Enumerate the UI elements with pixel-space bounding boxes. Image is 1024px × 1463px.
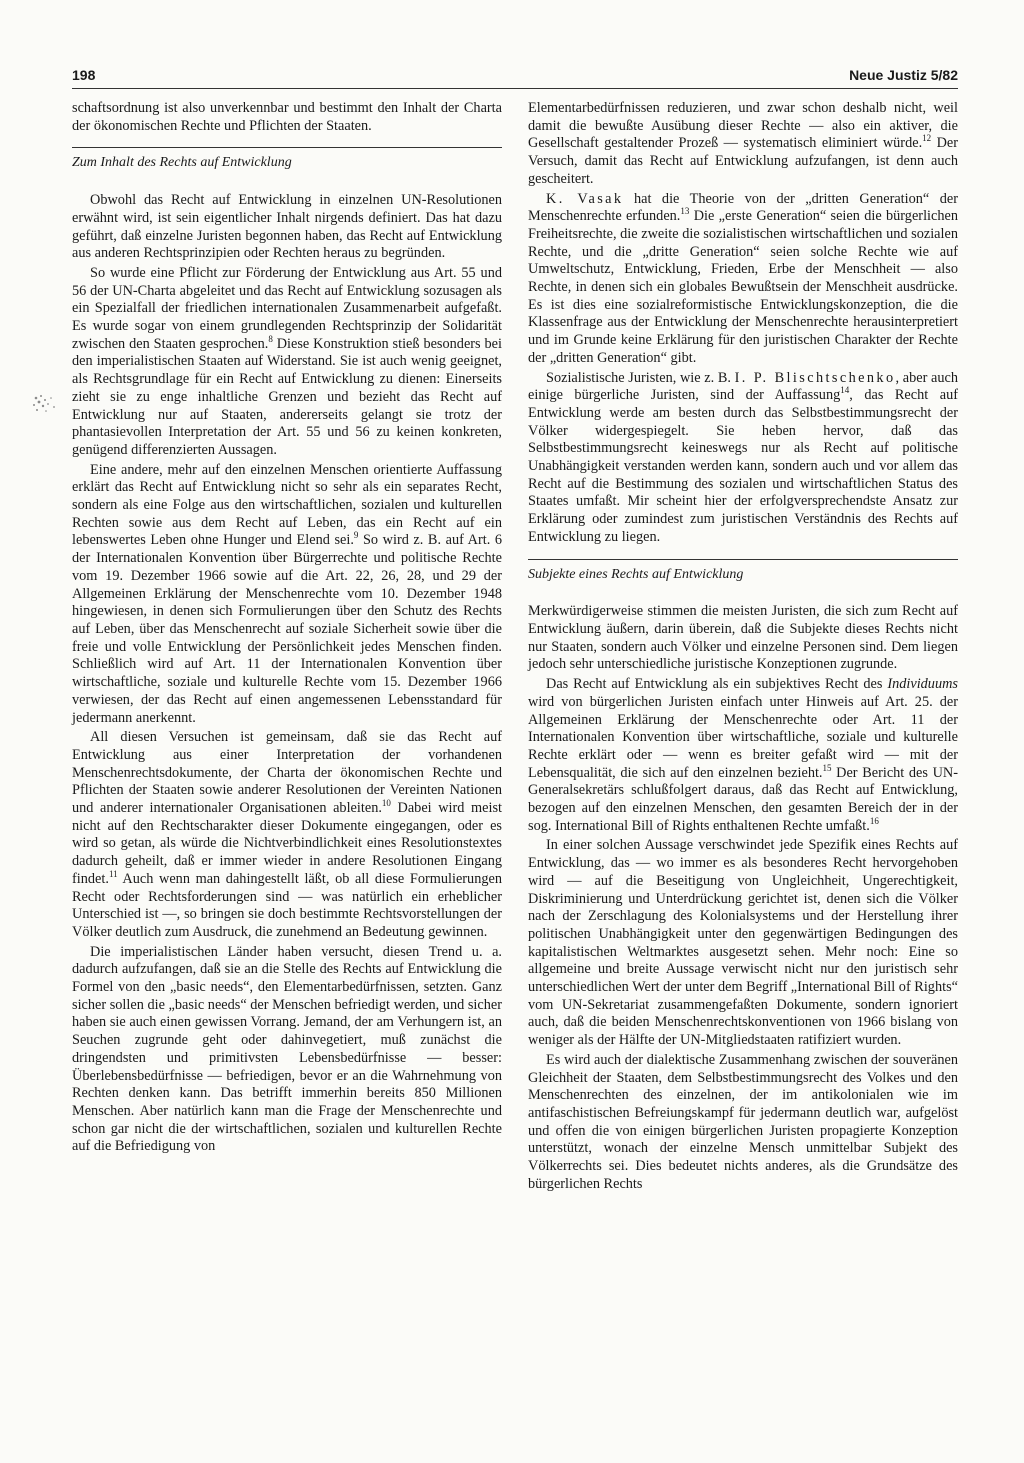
paragraph: Die imperialistischen Länder haben versucht, diesen Trend u. a. dadurch aufzufangen, daß sie an die Stelle des Rechts auf Entwicklung die Formel von den „basic needs“, den Elementarbedürfnissen, setzten. Ganz sicher sollen die „basic needs“ der Menschen befriedigt werden, und sicher haben sie auch einen gewissen Vorrang. Jemand, der am Verhungern ist, an Seuchen zugrunde geht oder dahinvegetiert, muß zunächst die dringendsten und primitivsten Lebensbedürfnisse — besser: Überlebensbedürfnisse — befriedigen, bevor er an die Wahrnehmung von Rechten denken kann. Das betrifft immerhin bereits 850 Millionen Menschen. Aber natürlich kann man die Frage der Menschenrechte und schon gar nicht die der wirtschaftlichen, sozialen und kulturellen Rechte auf die Befriedigung von: [72, 943, 502, 1155]
footnote-ref: 16: [869, 815, 879, 826]
section-heading: Zum Inhalt des Rechts auf Entwicklung: [72, 147, 502, 172]
footnote-ref: 12: [922, 133, 932, 144]
author-name: K. Vasak: [546, 190, 624, 207]
paragraph: Es wird auch der dialektische Zusammenhang zwischen der souveränen Gleichheit der Staaten, dem Selbstbestimmungsrecht des Volkes und den Menschenrechten des einzelnen, der im antikolonialen wie im antifaschistischen Befreiungskampf für jedermann deutlich war, aufgelöst und offen die von einigen bürgerlichen Juristen propagierte Konzeption unterstützt, wonach der einzelne Mensch unmittelbar Subjekt des Völkerrechts sei. Dies bedeutet nichts anderes, als die Grundsätze des bürgerlichen Rechts: [528, 1051, 958, 1192]
footnote-ref: 15: [822, 762, 832, 773]
paragraph: K. Vasak hat die Theorie von der „dritten Generation“ der Menschenrechte erfunden.$^{13}$ Die „erste Generation“ seien die bürgerlichen Freiheitsrechte, die zweite die sozialistischen wirtschaftlichen und sozialen Rechte, und die „dritte Generation“ seien solche Rechte wie auf Umweltschutz, Entwicklung, Frieden, Erbe der Menschheit — also Rechte, in denen sich ein globales Bewußtsein der Menschheit ausdrücke. Es ist dies eine sozialreformistische Entwicklungskonzeption, die die Klassenfrage aus der Entwicklung der Menschenrechte herausinterpretiert und im Grunde keine Erklärung für den juristischen Charakter der Rechte der „dritten Generation“ gibt.: [528, 190, 959, 366]
page-header: [72, 66, 958, 89]
paragraph: Elementarbedürfnissen reduzieren, und zwar schon deshalb nicht, weil damit die bewußte Ausübung dieser Rechte — also ein aktiver, die Gesellschaft gestaltender Prozeß — systematisch eliminiert würde.$^{12}$ Der Versuch, damit das Recht auf Entwicklung aufzufangen, ist denn auch gescheitert.: [528, 100, 958, 187]
footnote-ref: 11: [108, 869, 118, 880]
paragraph: Eine andere, mehr auf den einzelnen Menschen orientierte Auffassung erklärt das Recht auf Entwicklung nicht so sehr als ein separates Recht, sondern als eine Folge aus den wirtschaftlichen, sozialen und kulturellen Rechten sowie aus dem Recht auf Leben, das ein Recht auf ein lebenswertes Leben ohne Hunger und Elend sei.$^9$ So wird z. B. auf Art. 6 der Internationalen Konvention über Bürgerrechte und politische Rechte vom 19. Dezember 1966 sowie auf die Art. 22, 26, 28, und 29 der Allgemeinen Erklärung der Menschenrechte vom 10. Dezember 1948 hingewiesen, in denen sich Formulierungen über den Schutz des Rechts auf Leben, über das Menschenrecht auf soziale Sicherheit sowie über die freie und volle Entwicklung der Persönlichkeit jedes Menschen finden. Schließlich wird auf Art. 11 der Internationalen Konvention über wirtschaftliche, soziale und kulturelle Rechte vom 15. Dezember 1966 verwiesen, der das Recht auf einen angemessenen Lebensstandard für jedermann anerkennt.: [72, 461, 502, 726]
paragraph: In einer solchen Aussage verschwindet jede Spezifik eines Rechts auf Entwicklung, das — wo immer es als besonderes Recht hervorgehoben wird — auf die Beseitigung von Ungleichheit, Ungerechtigkeit, Diskriminierung und Unterdrückung gerichtet ist, denen sich die Völker nach der Zerschlagung des Kolonialsystems und der Herstellung ihrer politischen Unabhängigkeit unter den gegenwärtigen Bedingungen des kapitalistischen Weltmarktes ausgesetzt sehen. Mehr noch: Eine so allgemeine und breite Aussage verwischt nicht nur den juristisch sehr unterschiedlichen Wert der unter dem Begriff „International Bill of Rights“ vom UN-Sekretariat zusammengefaßten Dokumente, sondern ignoriert auch, daß die beiden Menschenrechtskonventionen von 1966 bislang von weniger als der Hälfte der UN-Mitgliedstaaten ratifiziert wurden.: [528, 837, 958, 1049]
margin-annotation-mark: [30, 392, 66, 418]
paragraph: schaftsordnung ist also unverkennbar und bestimmt den Inhalt der Charta der ökonomischen Rechte und Pflichten der Staaten.: [72, 100, 502, 134]
author-name: I. P. Blischtschenko: [734, 369, 896, 386]
footnote-ref: 13: [680, 206, 690, 217]
emphasis: Individuums: [887, 676, 958, 693]
paragraph: Sozialistische Juristen, wie z. B. I. P. Blischtschenko, aber auch einige bürgerliche Juristen, sind der Auffassung$^{14}$, das Recht auf Entwicklung werde am besten durch das Selbstbestimmungsrecht der Völker widergespiegelt. Sie heben hervor, daß das Selbstbestimmungsrecht keineswegs nur als Recht auf politische Unabhängigkeit verstanden werden kann, sondern auch und vor allem das Recht auf die Bestimmung des sozialen und wirtschaftlichen Status des Staates umfaßt. Mir scheint hier der erfolgversprechendste Ansatz zur Erklärung oder zumindest zum juristischen Verständnis des Rechts auf Entwicklung zu liegen.: [528, 369, 958, 545]
section-heading: Subjekte eines Rechts auf Entwicklung: [528, 559, 958, 584]
footnote-ref: 8: [268, 333, 273, 344]
page-number: 198: [72, 67, 96, 83]
paragraph: Das Recht auf Entwicklung als ein subjektives Recht des Individuums wird von bürgerlichen Juristen einfach unter Hinweis auf Art. 25. der Allgemeinen Erklärung der Menschenrechte oder Art. 11 der Internationalen Konvention über wirtschaftliche, soziale und kulturelle Rechte erklärt oder — wenn es breiter gefaßt wird — mit der Lebensqualität, die sich auf den einzelnen bezieht.$^{15}$ Der Bericht des UN-Generalsekretärs schlußfolgert daraus, daß das Recht auf Entwicklung, bezogen auf den einzelnen Menschen, den gesamten Bereich der in der sog. International Bill of Rights enthaltenen Rechte umfaßt.$^{16}$: [528, 676, 958, 834]
paragraph: Merkwürdigerweise stimmen die meisten Juristen, die sich zum Recht auf Entwicklung äußern, darin überein, daß die Subjekte dieses Rechts nicht nur Staaten, sondern auch Völker und einzelne Personen sind. Dem liegen jedoch sehr unterschiedliche juristische Konzeptionen zugrunde.: [528, 603, 958, 673]
right-column: [528, 100, 958, 1193]
footnote-ref: 14: [840, 385, 850, 396]
left-column: [72, 100, 502, 1156]
paragraph: All diesen Versuchen ist gemeinsam, daß sie das Recht auf Entwicklung aus einer Interpretation der vorhandenen Menschenrechtsdokumente, der Charta der ökonomischen Rechte und Pflichten der Staaten sowie anderer Resolutionen der Vereinten Nationen und anderer internationaler Organisationen ableiten.$^{10}$ Dabei wird meist nicht auf den Rechtscharakter dieser Dokumente eingegangen, oder es wird so getan, als würde die Nichtverbindlichkeit eines Resolutionstextes dadurch geheilt, daß er immer wieder in andere Resolutionen Eingang findet.$^{11}$ Auch wenn man dahingestellt läßt, ob all diese Formulierungen Recht oder Rechtsforderungen sind — was natürlich ein erheblicher Unterschied ist —, so bringen sie doch bestimmte Rechtsvorstellungen der Völker deutlich zum Ausdruck, die zunehmend an Bedeutung gewinnen.: [72, 729, 502, 940]
journal-title: Neue Justiz 5/82: [849, 67, 958, 83]
paragraph: Obwohl das Recht auf Entwicklung in einzelnen UN-Resolutionen erwähnt wird, ist sein eigentlicher Inhalt nirgends definiert. Das hat dazu geführt, daß einzelne Juristen begonnen haben, das Recht auf Entwicklung aus anderen Rechtsprinzipien oder Rechten heraus zu begründen.: [72, 192, 502, 262]
footnote-ref: 10: [381, 798, 391, 809]
footnote-ref: 9: [353, 530, 359, 541]
paragraph: So wurde eine Pflicht zur Förderung der Entwicklung aus Art. 55 und 56 der UN-Charta abgeleitet und das Recht auf Entwicklung sozusagen als ein Spezialfall der friedlichen internationalen Zusammenarbeit aufgefaßt. Es wurde sogar von einem grundlegenden Rechtsprinzip der Solidarität zwischen den Staaten gesprochen.$^8$ Diese Konstruktion stieß besonders bei den imperialistischen Staaten auf Widerstand. Sie ist auch wenig geeignet, als Rechtsgrundlage für ein Recht auf Entwicklung zu dienen: Einerseits zieht sie zu enge inhaltliche Grenzen und bezieht das Recht auf Entwicklung nur auf Staaten, andererseits gelangt sie trotz der phantasievollen Interpretation der Art. 55 und 56 zu keinen konkreten, genügend differenzierten Aussagen.: [72, 264, 502, 458]
